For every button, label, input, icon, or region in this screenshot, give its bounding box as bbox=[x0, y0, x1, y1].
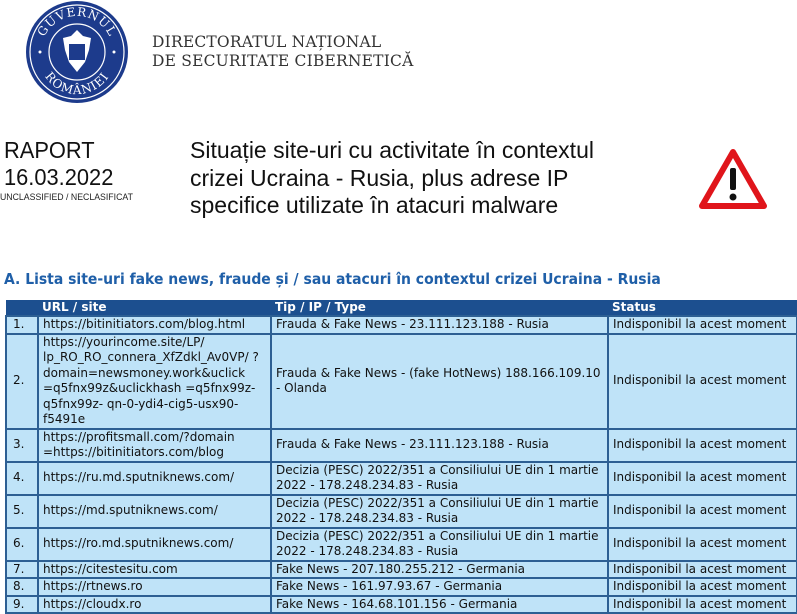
row-url: https://md.sputniknews.com/ bbox=[38, 495, 271, 528]
title-line-2: crizei Ucraina - Rusia, plus adrese IP bbox=[190, 164, 569, 191]
row-url: https://profitsmall.com/?domain =https://bitinitiators.com/blog bbox=[38, 429, 271, 462]
row-status: Indisponibil la acest moment bbox=[608, 429, 797, 462]
row-type: Fake News - 164.68.101.156 - Germania bbox=[271, 596, 608, 614]
table-row bbox=[6, 462, 797, 495]
row-url: https://citestesitu.com bbox=[38, 561, 271, 579]
table-row bbox=[6, 334, 797, 429]
row-type: Decizia (PESC) 2022/351 a Consiliului UE din 1 martie 2022 - 178.248.234.83 - Rusia bbox=[271, 528, 608, 561]
row-url: https://cloudx.ro bbox=[38, 596, 271, 614]
col-header-num bbox=[6, 300, 38, 316]
table-row bbox=[6, 316, 797, 334]
row-type: Frauda & Fake News - 23.111.123.188 - Rusia bbox=[271, 316, 608, 334]
table-row bbox=[6, 495, 797, 528]
row-url: https://yourincome.site/LP/ lp_RO_RO_connera_XfZdkl_Av0VP/ ?domain=newsmoney.work&uclick =q5fnx99z&uclickhash =q5fnx99z-q5fnx99z- qn-0-ydi4-cig5-usx90-f5491e bbox=[38, 334, 271, 429]
table-row bbox=[6, 596, 797, 614]
row-status: Indisponibil la acest moment bbox=[608, 561, 797, 579]
row-url: https://ro.md.sputniknews.com/ bbox=[38, 528, 271, 561]
col-header-status: Status bbox=[608, 300, 797, 316]
row-status: Indisponibil la acest moment bbox=[608, 462, 797, 495]
organization-name bbox=[152, 33, 413, 71]
row-type: Frauda & Fake News - (fake HotNews) 188.166.109.10 - Olanda bbox=[271, 334, 608, 429]
row-status: Indisponibil la acest moment bbox=[608, 528, 797, 561]
row-url: https://bitinitiators.com/blog.html bbox=[38, 316, 271, 334]
table-header-row bbox=[6, 300, 797, 316]
row-number: 7. bbox=[6, 561, 38, 579]
row-number: 6. bbox=[6, 528, 38, 561]
row-url: https://ru.md.sputniknews.com/ bbox=[38, 462, 271, 495]
report-date: 16.03.2022 bbox=[4, 164, 114, 190]
row-number: 3. bbox=[6, 429, 38, 462]
table-row bbox=[6, 578, 797, 596]
row-type: Decizia (PESC) 2022/351 a Consiliului UE din 1 martie 2022 - 178.248.234.83 - Rusia bbox=[271, 462, 608, 495]
row-type: Decizia (PESC) 2022/351 a Consiliului UE din 1 martie 2022 - 178.248.234.83 - Rusia bbox=[271, 495, 608, 528]
report-label bbox=[4, 137, 113, 191]
table-row bbox=[6, 561, 797, 579]
government-seal-logo bbox=[25, 0, 129, 104]
table-row bbox=[6, 429, 797, 462]
org-line-2: DE SECURITATE CIBERNETICĂ bbox=[152, 52, 414, 70]
org-line-1: DIRECTORATUL NAȚIONAL bbox=[152, 33, 382, 51]
row-status: Indisponibil la acest moment bbox=[608, 596, 797, 614]
row-number: 4. bbox=[6, 462, 38, 495]
row-status: Indisponibil la acest moment bbox=[608, 334, 797, 429]
col-header-url: URL / site bbox=[38, 300, 271, 316]
title-line-3: specifice utilizate în atacuri malware bbox=[190, 192, 559, 218]
table-row bbox=[6, 528, 797, 561]
row-number: 2. bbox=[6, 334, 38, 429]
section-a-heading: A. Lista site-uri fake news, fraude și / sau atacuri în contextul crizei Ucraina - Rusia bbox=[4, 270, 661, 288]
row-number: 5. bbox=[6, 495, 38, 528]
row-number: 1. bbox=[6, 316, 38, 334]
title-line-1: Situație site-uri cu activitate în contextul bbox=[190, 137, 594, 163]
row-type: Frauda & Fake News - 23.111.123.188 - Rusia bbox=[271, 429, 608, 462]
row-url: https://rtnews.ro bbox=[38, 578, 271, 596]
svg-text:GUVERNUL: GUVERNUL bbox=[34, 4, 120, 39]
warning-triangle-icon bbox=[698, 148, 768, 210]
col-header-type: Tip / IP / Type bbox=[271, 300, 608, 316]
row-status: Indisponibil la acest moment bbox=[608, 316, 797, 334]
svg-text:ROMÂNIEI: ROMÂNIEI bbox=[42, 69, 112, 98]
sites-table bbox=[5, 300, 797, 614]
row-status: Indisponibil la acest moment bbox=[608, 578, 797, 596]
row-number: 8. bbox=[6, 578, 38, 596]
row-type: Fake News - 161.97.93.67 - Germania bbox=[271, 578, 608, 596]
row-number: 9. bbox=[6, 596, 38, 614]
row-type: Fake News - 207.180.255.212 - Germania bbox=[271, 561, 608, 579]
report-title bbox=[190, 137, 594, 220]
row-status: Indisponibil la acest moment bbox=[608, 495, 797, 528]
report-label-text: RAPORT bbox=[4, 137, 95, 163]
classification-label: UNCLASSIFIED / NECLASIFICAT bbox=[0, 192, 133, 203]
